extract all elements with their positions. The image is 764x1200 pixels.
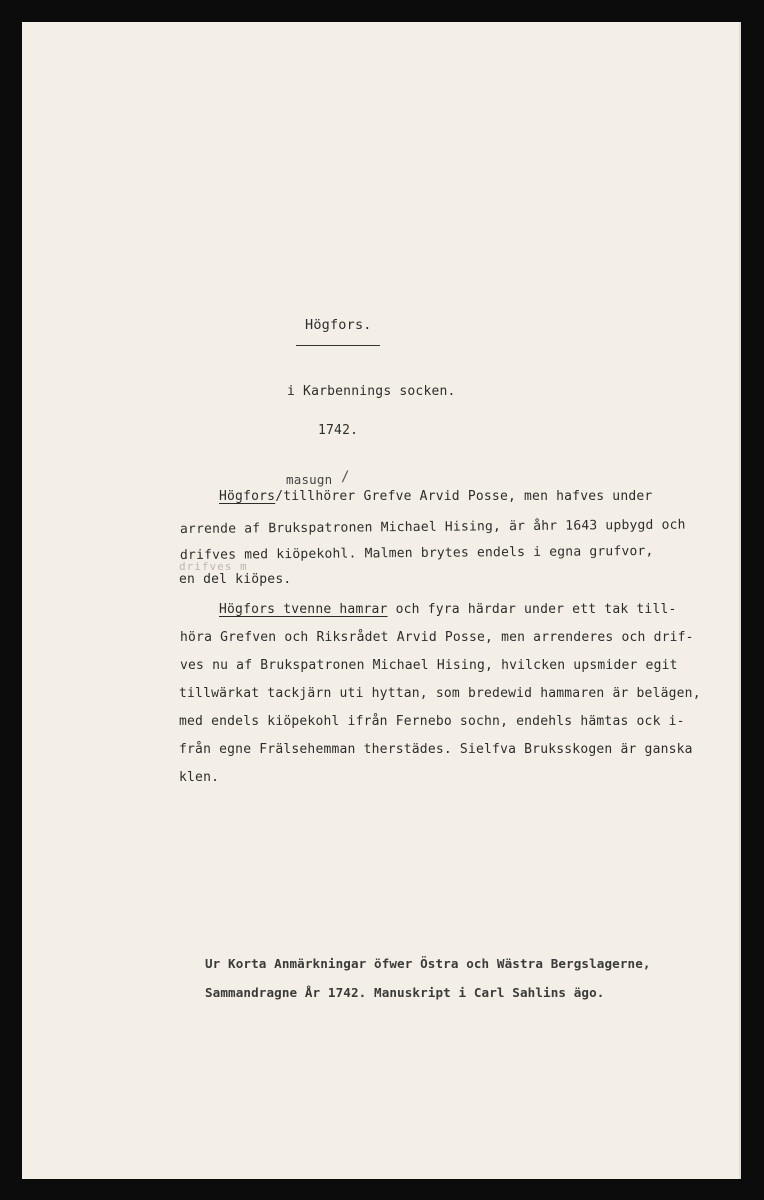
document-year: 1742. [318, 423, 359, 438]
source-line-2: Sammandragne År 1742. Manuskript i Carl Sahlins ägo. [205, 985, 605, 1000]
insertion-mark: / [341, 469, 350, 485]
paragraph-1-line-1 [219, 489, 652, 504]
paragraph-2-line-1 [219, 602, 677, 617]
paragraph-2-line-7: klen. [179, 770, 220, 785]
paragraph-2-line-5: med endels kiöpekohl ifrån Fernebo sochn, endehls hämtas ock i- [179, 714, 685, 729]
paragraph-2-line-1-text: och fyra härdar under ett tak till- [395, 602, 677, 617]
title-underline [296, 345, 380, 346]
paragraph-2-line-4: tillwärkat tackjärn uti hyttan, som bredewid hammaren är belägen, [179, 686, 701, 701]
paragraph-2-line-3: ves nu af Brukspatronen Michael Hising, hvilcken upsmider egit [180, 658, 678, 673]
paragraph-2-lead: Högfors tvenne hamrar [219, 602, 388, 617]
handwritten-insertion: masugn [286, 472, 333, 487]
paragraph-1-line-4: en del kiöpes. [179, 572, 292, 587]
paragraph-1-slash: / [275, 489, 284, 504]
source-line-1: Ur Korta Anmärkningar öfwer Östra och Wästra Bergslagerne, [205, 956, 651, 971]
document-page [22, 22, 741, 1179]
document-title: Högfors. [305, 317, 372, 333]
document-subtitle: i Karbennings socken. [287, 384, 456, 399]
paragraph-1-lead: Högfors [219, 489, 276, 504]
struck-out-text: drifves m [179, 560, 248, 573]
page-edge [739, 22, 741, 1179]
paragraph-1-line-1-text: tillhörer Grefve Arvid Posse, men hafves under [283, 489, 653, 504]
paragraph-2-line-2: höra Grefven och Riksrådet Arvid Posse, men arrenderes och drif- [180, 630, 694, 645]
paragraph-1-line-2: arrende af Brukspatronen Michael Hising, är åhr 1643 upbygd och [179, 517, 686, 537]
paragraph-1-line-3: drifves med kiöpekohl. Malmen brytes endels i egna grufvor, [179, 543, 654, 563]
paragraph-2-line-6: från egne Frälsehemman therstädes. Sielfva Bruksskogen är ganska [179, 742, 693, 757]
